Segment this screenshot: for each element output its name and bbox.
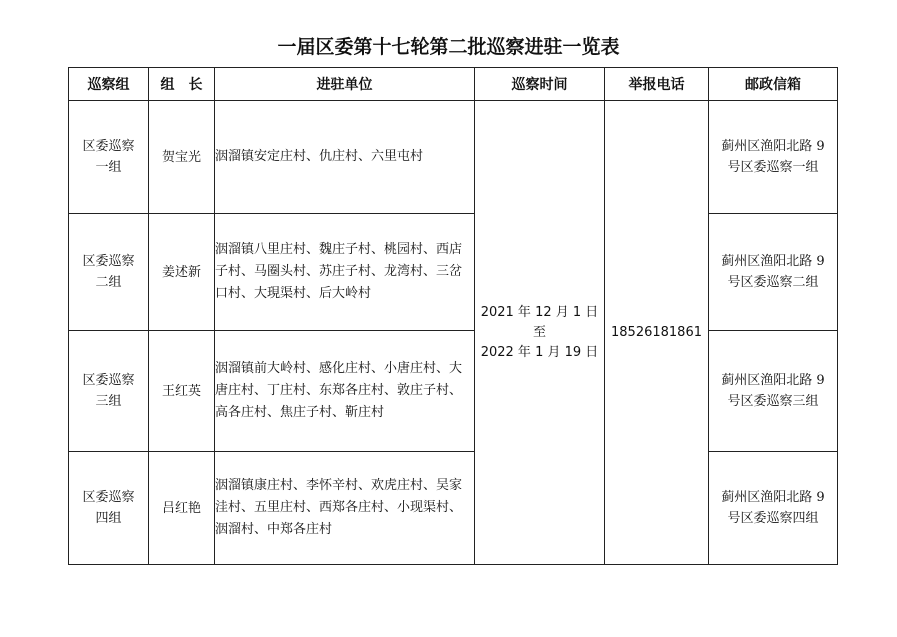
group-name: 区委巡察二组 [82, 254, 135, 290]
mail-cell [709, 214, 838, 331]
header-time: 巡察时间 [475, 68, 605, 101]
group-cell [69, 101, 149, 214]
mail-address: 蓟州区渔阳北路 9 号区委巡察三组 [721, 373, 825, 409]
table-row [69, 331, 838, 452]
leader-cell [149, 214, 215, 331]
group-cell [69, 214, 149, 331]
group-name: 区委巡察三组 [82, 373, 135, 409]
mail-cell [709, 101, 838, 214]
time-start: 2021 年 12 月 1 日 [480, 304, 599, 320]
header-units: 进驻单位 [215, 68, 475, 101]
time-cell [475, 101, 605, 565]
document-title: 一届区委第十七轮第二批巡察进驻一览表 [277, 36, 620, 58]
mail-cell [709, 452, 838, 565]
group-name: 区委巡察一组 [82, 139, 135, 175]
mail-cell [709, 331, 838, 452]
mail-address: 蓟州区渔阳北路 9 号区委巡察二组 [721, 254, 825, 290]
header-group: 巡察组 [69, 68, 149, 101]
units-cell: 洇溜镇前大岭村、感化庄村、小唐庄村、大唐庄村、丁庄村、东郑各庄村、敦庄子村、高各庄村、焦庄子村、靳庄村 [215, 331, 475, 452]
mail-address: 蓟州区渔阳北路 9 号区委巡察一组 [721, 139, 825, 175]
time-separator: 至 [532, 324, 546, 340]
header-phone: 举报电话 [605, 68, 709, 101]
group-cell [69, 331, 149, 452]
leader-cell [149, 452, 215, 565]
header-mail: 邮政信箱 [709, 68, 838, 101]
leader-name: 姜述新 [161, 264, 201, 280]
leader-cell [149, 331, 215, 452]
inspection-roster-table [68, 67, 838, 565]
mail-address: 蓟州区渔阳北路 9 号区委巡察四组 [721, 490, 825, 526]
header-leader: 组 长 [149, 68, 215, 101]
table-row [69, 214, 838, 331]
group-name: 区委巡察四组 [82, 490, 135, 526]
table-header-row [69, 68, 838, 101]
leader-name: 贺宝光 [161, 149, 201, 165]
units-cell: 洇溜镇康庄村、李怀辛村、欢虎庄村、吴家洼村、五里庄村、西郑各庄村、小现渠村、洇溜村、中郑各庄村 [215, 452, 475, 565]
leader-name: 王红英 [161, 383, 201, 399]
group-cell [69, 452, 149, 565]
table-row [69, 452, 838, 565]
units-cell: 洇溜镇八里庄村、魏庄子村、桃园村、西店子村、马圈头村、苏庄子村、龙湾村、三岔口村、大現渠村、后大岭村 [215, 214, 475, 331]
table-row [69, 101, 838, 214]
time-end: 2022 年 1 月 19 日 [480, 344, 599, 360]
leader-cell [149, 101, 215, 214]
units-cell: 洇溜镇安定庄村、仇庄村、六里屯村 [215, 101, 475, 214]
leader-name: 吕红艳 [161, 500, 201, 516]
phone-cell: 18526181861 [605, 101, 709, 565]
